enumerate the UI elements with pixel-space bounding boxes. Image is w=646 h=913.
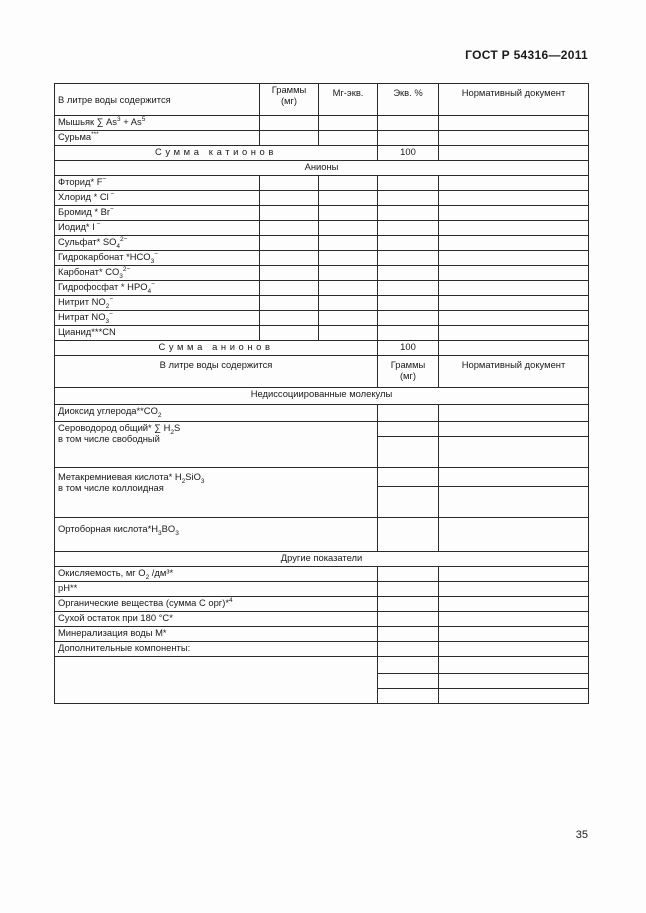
sulfate-label: Сульфат* $SO_4^{2-}$ <box>55 236 260 251</box>
section-row-molecules <box>55 388 589 405</box>
table-row-carbonate <box>55 266 589 281</box>
table-row-chloride <box>55 191 589 206</box>
cyanide-label: Цианид***CN <box>55 326 260 341</box>
table-row-hydrophosphate <box>55 281 589 296</box>
table-row-cyanide <box>55 326 589 341</box>
anions-sum-label: Сумма анионов <box>55 341 378 356</box>
table-row-hydrocarbonate <box>55 251 589 266</box>
table-row-fluoride <box>55 176 589 191</box>
chloride-label: Хлорид * Cl − <box>55 191 260 206</box>
cations-sum-label: Сумма катионов <box>55 146 378 161</box>
molecules-title: Недиссоциированные молекулы <box>55 388 589 405</box>
table-row-organic <box>55 597 589 612</box>
header-normative: Нормативный документ <box>439 84 589 116</box>
water-composition-table <box>54 83 589 704</box>
fluoride-label: Фторид* F− <box>55 176 260 191</box>
section-row-anions <box>55 161 589 176</box>
table-row-co2 <box>55 405 589 422</box>
hydrophosphate-label: Гидрофосфат * $HPO_4^-$ <box>55 281 260 296</box>
second-header-row <box>55 356 589 388</box>
table-row-sio3 <box>55 468 589 487</box>
oxidizability-label: Окисляемость, мг $O_2$ /дм³* <box>55 567 378 582</box>
table-row-dry-residue <box>55 612 589 627</box>
ph-label: pH** <box>55 582 378 597</box>
table-row-iodide <box>55 221 589 236</box>
document-id: ГОСТ Р 54316—2011 <box>465 48 588 62</box>
table-row-additional <box>55 642 589 657</box>
table-row-sulfate <box>55 236 589 251</box>
table-row-nitrate <box>55 311 589 326</box>
table-header-row <box>55 84 589 116</box>
header-eq-pct: Экв. % <box>378 84 439 116</box>
co2-label: Диоксид $углерода**CO_2$ <box>55 405 378 422</box>
table-row-arsenic <box>55 116 589 131</box>
h2s-label: Сероводород общий* ∑ $H_2S$ в том числе свободный <box>55 422 378 468</box>
arsenic-label: Мышьяк ∑ $As^3 + As^5$ <box>55 116 260 131</box>
page-number: 35 <box>575 829 588 841</box>
table-row-ph <box>55 582 589 597</box>
anions-sum-value: 100 <box>378 341 439 356</box>
header-grams: Граммы (мг) <box>260 84 319 116</box>
table-row-mineralization <box>55 627 589 642</box>
table-row-cations-sum <box>55 146 589 161</box>
table-row-anions-sum <box>55 341 589 356</box>
nitrate-label: Нитрат $NO_3^-$ <box>55 311 260 326</box>
second-header-grams: Граммы (мг) <box>378 356 439 388</box>
sio3-label: Метакремниевая кислота* $H_2SiO_3$ в том числе коллоидная <box>55 468 378 518</box>
iodide-label: Иодид* I − <box>55 221 260 236</box>
additional-label: Дополнительные компоненты: <box>55 642 378 657</box>
bromide-label: Бромид * Br− <box>55 206 260 221</box>
table-row-additional-blank <box>55 657 589 674</box>
table-row-oxidizability <box>55 567 589 582</box>
table-row-bromide <box>55 206 589 221</box>
hydrocarbonate-label: Гидрокарбонат $*HCO_3^-$ <box>55 251 260 266</box>
table-row-nitrite <box>55 296 589 311</box>
other-title: Другие показатели <box>55 552 589 567</box>
cations-sum-value: 100 <box>378 146 439 161</box>
carbonate-label: Карбонат* $CO_3^{2-}$ <box>55 266 260 281</box>
mineralization-label: Минерализация воды М* <box>55 627 378 642</box>
table-row-antimony <box>55 131 589 146</box>
table-row-bo3 <box>55 518 589 552</box>
bo3-label: Ортоборная $кислота*H_3BO_3$ <box>55 518 378 552</box>
second-header-content: В литре воды содержится <box>55 356 378 388</box>
header-content: В литре воды содержится <box>55 84 260 116</box>
anions-title: Анионы <box>55 161 589 176</box>
antimony-label: Сурьма*** <box>55 131 260 146</box>
table-row-h2s <box>55 422 589 437</box>
dry-residue-label: Сухой остаток при 180 °С* <box>55 612 378 627</box>
organic-label: Органические вещества (сумма С орг)*$^4$ <box>55 597 378 612</box>
section-row-other <box>55 552 589 567</box>
header-mg-eq: Мг-экв. <box>319 84 378 116</box>
nitrite-label: Нитрит $NO_2^-$ <box>55 296 260 311</box>
second-header-normative: Нормативный документ <box>439 356 589 388</box>
